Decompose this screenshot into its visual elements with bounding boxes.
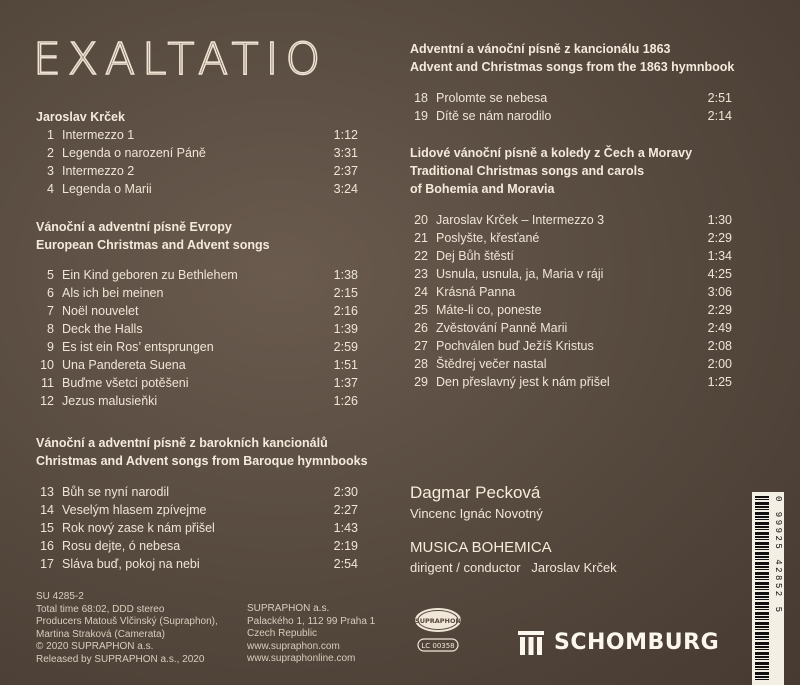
conductor-name: Jaroslav Krček: [531, 560, 617, 575]
supraphon-logo-text: SUPRAPHON: [415, 617, 461, 625]
performers: [410, 482, 617, 577]
track-row: 20 Jaroslav Krček – Intermezzo 3 1:30: [414, 213, 732, 227]
track-row: 14 Veselým hlasem zpívejme 2:27: [40, 503, 358, 517]
track-row: 23 Usnula, usnula, ja, Maria v ráji 4:25: [414, 267, 732, 281]
barcode-digits: 0 99925 42852 5: [773, 496, 783, 615]
track-row: 17 Sláva buď, pokoj na nebi 2:54: [40, 557, 358, 571]
performer-ensemble: MUSICA BOHEMICA: [410, 539, 552, 556]
section-europe-title-cz: Vánoční a adventní písně Evropy: [36, 220, 232, 234]
producers-line-2: Martina Straková (Camerata): [36, 628, 165, 640]
schomburg-mark-icon: [518, 631, 544, 655]
track-row: 10 Una Pandereta Suena 1:51: [40, 358, 358, 372]
track-row: 28 Štědrej večer nastal 2:00: [414, 357, 732, 371]
section-1863-title-en: Advent and Christmas songs from the 1863 hymnbook: [410, 60, 735, 74]
release-note: Released by SUPRAPHON a.s., 2020: [36, 653, 205, 665]
track-row: 26 Zvěstování Panně Marii 2:49: [414, 321, 732, 335]
performer-conductor-line: [410, 559, 617, 577]
track-row: 13 Bůh se nyní narodil 2:30: [40, 485, 358, 499]
section-krcek-title: Jaroslav Krček: [36, 110, 125, 124]
barcode-bars: [755, 496, 769, 681]
performer-singer: Dagmar Pecková: [410, 483, 541, 502]
schomburg-logo: [518, 630, 719, 655]
total-time: Total time 68:02, DDD stereo: [36, 603, 165, 615]
track-row: 8 Deck the Halls 1:39: [47, 322, 358, 336]
track-row: 22 Dej Bůh štěstí 1:34: [414, 249, 732, 263]
section-bohemia-title-cz: Lidové vánoční písně a koledy z Čech a Moravy: [410, 146, 693, 160]
schomburg-wordmark: SCHOMBURG: [554, 630, 720, 655]
credits-address: [247, 603, 375, 666]
label-name: SUPRAPHON a.s.: [247, 603, 330, 614]
credits-left: [36, 591, 218, 666]
lc-code: LC 00358: [421, 642, 455, 650]
track-row: 29 Den přeslavný jest k nám přišel 1:25: [414, 375, 732, 389]
tracklist-1863: [410, 89, 732, 125]
track-row: 7 Noël nouvelet 2:16: [47, 304, 358, 318]
track-row: 25 Máte-li co, poneste 2:29: [414, 303, 732, 317]
copyright: © 2020 SUPRAPHON a.s.: [36, 641, 154, 652]
track-row: 5 Ein Kind geboren zu Bethlehem 1:38: [47, 268, 358, 282]
track-row: 6 Als ich bei meinen 2:15: [47, 286, 358, 300]
track-row: 3 Intermezzo 2 2:37: [47, 164, 358, 178]
section-bohemia-title-en2: of Bohemia and Moravia: [410, 182, 555, 196]
section-baroque-title-en: Christmas and Advent songs from Baroque hymnbooks: [36, 454, 368, 468]
track-row: 4 Legenda o Marii 3:24: [47, 182, 358, 196]
track-row: 18 Prolomte se nebesa 2:51: [414, 91, 732, 105]
tracklist-baroque: [36, 483, 358, 573]
track-row: 11 Buďme všetci potěšeni 1:37: [41, 376, 358, 390]
tracklist-krcek: [36, 126, 358, 198]
performer-organist: Vincenc Ignác Novotný: [410, 506, 543, 521]
conductor-role: dirigent / conductor: [410, 560, 521, 575]
section-bohemia-title-en1: Traditional Christmas songs and carols: [410, 164, 645, 178]
track-row: 27 Pochválen buď Ježíš Kristus 2:08: [414, 339, 732, 353]
track-row: 15 Rok nový zase k nám přišel 1:43: [40, 521, 358, 535]
album-title: EXALTATIO: [33, 34, 328, 85]
catalog-number: SU 4285-2: [36, 591, 84, 602]
track-row: 24 Krásná Panna 3:06: [414, 285, 732, 299]
section-baroque-title-cz: Vánoční a adventní písně z barokních kancionálů: [36, 436, 328, 450]
track-row: 2 Legenda o narození Páně 3:31: [47, 146, 358, 160]
label-country: Czech Republic: [247, 628, 318, 639]
producers-line-1: Producers Matouš Vlčinský (Supraphon),: [36, 616, 218, 627]
label-website-1: www.supraphon.com: [247, 640, 340, 652]
section-europe-title-en: European Christmas and Advent songs: [36, 238, 270, 252]
track-row: 21 Poslyšte, křesťané 2:29: [414, 231, 732, 245]
section-1863-title-cz: Adventní a vánoční písně z kancionálu 1863: [410, 42, 671, 56]
tracklist-europe: [36, 266, 358, 410]
label-website-2: www.supraphonline.com: [247, 653, 356, 664]
track-row: 9 Es ist ein Ros’ entsprungen 2:59: [47, 340, 358, 354]
track-row: 12 Jezus malusieňki 1:26: [40, 394, 358, 408]
track-row: 16 Rosu dejte, ó nebesa 2:19: [40, 539, 358, 553]
track-row: 1 Intermezzo 1 1:12: [47, 128, 358, 142]
label-street: Palackého 1, 112 99 Praha 1: [247, 615, 376, 627]
supraphon-logo: [410, 603, 466, 659]
tracklist-bohemia: [410, 211, 732, 391]
track-row: 19 Dítě se nám narodilo 2:14: [414, 109, 732, 123]
barcode: [752, 492, 784, 685]
